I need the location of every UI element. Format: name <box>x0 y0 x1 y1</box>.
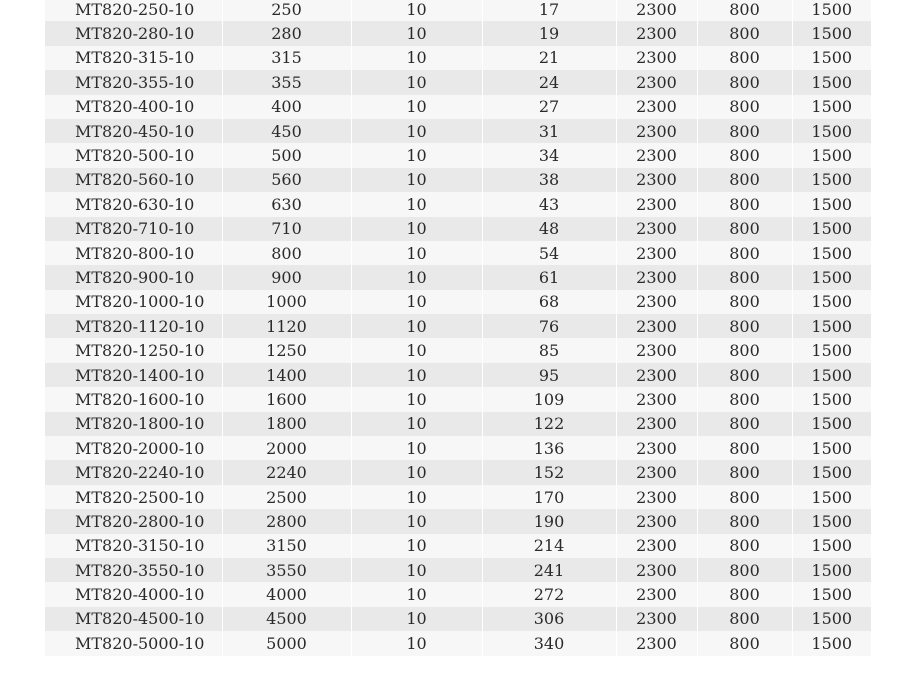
value-cell-2: 2240 <box>222 460 351 484</box>
value-cell-3: 10 <box>351 143 482 167</box>
model-cell: MT820-4500-10 <box>45 607 222 631</box>
value-cell-3: 10 <box>351 387 482 411</box>
value-cell-5: 2300 <box>616 46 697 70</box>
value-cell-7: 1500 <box>792 314 871 338</box>
value-cell-4: 136 <box>482 436 616 460</box>
value-cell-7: 1500 <box>792 143 871 167</box>
value-cell-2: 5000 <box>222 631 351 655</box>
spec-table-container <box>45 0 871 656</box>
model-cell: MT820-800-10 <box>45 241 222 265</box>
value-cell-5: 2300 <box>616 70 697 94</box>
value-cell-3: 10 <box>351 436 482 460</box>
value-cell-6: 800 <box>697 46 792 70</box>
value-cell-7: 1500 <box>792 119 871 143</box>
value-cell-2: 3150 <box>222 534 351 558</box>
value-cell-6: 800 <box>697 314 792 338</box>
value-cell-4: 214 <box>482 534 616 558</box>
value-cell-7: 1500 <box>792 460 871 484</box>
table-row <box>45 241 871 265</box>
value-cell-4: 109 <box>482 387 616 411</box>
value-cell-5: 2300 <box>616 558 697 582</box>
value-cell-2: 710 <box>222 217 351 241</box>
value-cell-5: 2300 <box>616 168 697 192</box>
value-cell-3: 10 <box>351 168 482 192</box>
value-cell-3: 10 <box>351 412 482 436</box>
value-cell-7: 1500 <box>792 631 871 655</box>
value-cell-6: 800 <box>697 460 792 484</box>
value-cell-6: 800 <box>697 485 792 509</box>
model-cell: MT820-710-10 <box>45 217 222 241</box>
table-row <box>45 46 871 70</box>
value-cell-2: 1400 <box>222 363 351 387</box>
value-cell-4: 43 <box>482 192 616 216</box>
value-cell-6: 800 <box>697 21 792 45</box>
value-cell-4: 17 <box>482 0 616 21</box>
model-cell: MT820-500-10 <box>45 143 222 167</box>
value-cell-7: 1500 <box>792 217 871 241</box>
value-cell-7: 1500 <box>792 95 871 119</box>
value-cell-6: 800 <box>697 558 792 582</box>
model-cell: MT820-3150-10 <box>45 534 222 558</box>
value-cell-3: 10 <box>351 290 482 314</box>
value-cell-2: 4000 <box>222 582 351 606</box>
table-row <box>45 0 871 21</box>
table-row <box>45 582 871 606</box>
model-cell: MT820-2000-10 <box>45 436 222 460</box>
value-cell-4: 31 <box>482 119 616 143</box>
table-row <box>45 363 871 387</box>
value-cell-5: 2300 <box>616 192 697 216</box>
value-cell-3: 10 <box>351 70 482 94</box>
value-cell-7: 1500 <box>792 582 871 606</box>
value-cell-6: 800 <box>697 363 792 387</box>
value-cell-6: 800 <box>697 217 792 241</box>
model-cell: MT820-3550-10 <box>45 558 222 582</box>
model-cell: MT820-1120-10 <box>45 314 222 338</box>
value-cell-2: 355 <box>222 70 351 94</box>
value-cell-6: 800 <box>697 265 792 289</box>
value-cell-6: 800 <box>697 143 792 167</box>
model-cell: MT820-450-10 <box>45 119 222 143</box>
spec-table-body <box>45 0 871 656</box>
value-cell-5: 2300 <box>616 290 697 314</box>
value-cell-7: 1500 <box>792 485 871 509</box>
value-cell-5: 2300 <box>616 119 697 143</box>
value-cell-4: 122 <box>482 412 616 436</box>
value-cell-2: 250 <box>222 0 351 21</box>
value-cell-5: 2300 <box>616 460 697 484</box>
value-cell-7: 1500 <box>792 192 871 216</box>
value-cell-4: 61 <box>482 265 616 289</box>
value-cell-3: 10 <box>351 192 482 216</box>
model-cell: MT820-1250-10 <box>45 338 222 362</box>
model-cell: MT820-1800-10 <box>45 412 222 436</box>
table-row <box>45 314 871 338</box>
value-cell-7: 1500 <box>792 338 871 362</box>
value-cell-2: 2800 <box>222 509 351 533</box>
value-cell-3: 10 <box>351 0 482 21</box>
value-cell-5: 2300 <box>616 338 697 362</box>
value-cell-7: 1500 <box>792 534 871 558</box>
model-cell: MT820-1400-10 <box>45 363 222 387</box>
model-cell: MT820-630-10 <box>45 192 222 216</box>
value-cell-5: 2300 <box>616 314 697 338</box>
value-cell-4: 27 <box>482 95 616 119</box>
value-cell-6: 800 <box>697 412 792 436</box>
value-cell-4: 38 <box>482 168 616 192</box>
value-cell-2: 500 <box>222 143 351 167</box>
value-cell-3: 10 <box>351 631 482 655</box>
value-cell-5: 2300 <box>616 387 697 411</box>
value-cell-2: 630 <box>222 192 351 216</box>
value-cell-4: 54 <box>482 241 616 265</box>
value-cell-2: 1120 <box>222 314 351 338</box>
table-row <box>45 607 871 631</box>
value-cell-5: 2300 <box>616 265 697 289</box>
value-cell-3: 10 <box>351 95 482 119</box>
model-cell: MT820-2240-10 <box>45 460 222 484</box>
value-cell-3: 10 <box>351 607 482 631</box>
value-cell-7: 1500 <box>792 168 871 192</box>
model-cell: MT820-250-10 <box>45 0 222 21</box>
value-cell-6: 800 <box>697 290 792 314</box>
value-cell-4: 190 <box>482 509 616 533</box>
value-cell-2: 1600 <box>222 387 351 411</box>
value-cell-2: 1800 <box>222 412 351 436</box>
value-cell-6: 800 <box>697 607 792 631</box>
table-row <box>45 534 871 558</box>
model-cell: MT820-355-10 <box>45 70 222 94</box>
value-cell-3: 10 <box>351 485 482 509</box>
value-cell-6: 800 <box>697 534 792 558</box>
value-cell-7: 1500 <box>792 241 871 265</box>
value-cell-4: 152 <box>482 460 616 484</box>
value-cell-7: 1500 <box>792 265 871 289</box>
value-cell-4: 24 <box>482 70 616 94</box>
value-cell-6: 800 <box>697 338 792 362</box>
value-cell-6: 800 <box>697 119 792 143</box>
value-cell-5: 2300 <box>616 21 697 45</box>
model-cell: MT820-2800-10 <box>45 509 222 533</box>
value-cell-4: 21 <box>482 46 616 70</box>
value-cell-7: 1500 <box>792 387 871 411</box>
table-row <box>45 387 871 411</box>
value-cell-3: 10 <box>351 363 482 387</box>
value-cell-3: 10 <box>351 314 482 338</box>
value-cell-6: 800 <box>697 631 792 655</box>
value-cell-3: 10 <box>351 217 482 241</box>
value-cell-4: 340 <box>482 631 616 655</box>
model-cell: MT820-2500-10 <box>45 485 222 509</box>
value-cell-4: 170 <box>482 485 616 509</box>
model-cell: MT820-400-10 <box>45 95 222 119</box>
value-cell-6: 800 <box>697 436 792 460</box>
value-cell-2: 450 <box>222 119 351 143</box>
value-cell-5: 2300 <box>616 143 697 167</box>
table-row <box>45 217 871 241</box>
table-row <box>45 70 871 94</box>
table-row <box>45 143 871 167</box>
value-cell-4: 68 <box>482 290 616 314</box>
value-cell-2: 900 <box>222 265 351 289</box>
value-cell-5: 2300 <box>616 363 697 387</box>
value-cell-6: 800 <box>697 168 792 192</box>
value-cell-3: 10 <box>351 460 482 484</box>
value-cell-4: 85 <box>482 338 616 362</box>
value-cell-3: 10 <box>351 46 482 70</box>
value-cell-2: 1250 <box>222 338 351 362</box>
table-row <box>45 436 871 460</box>
model-cell: MT820-560-10 <box>45 168 222 192</box>
model-cell: MT820-900-10 <box>45 265 222 289</box>
value-cell-5: 2300 <box>616 582 697 606</box>
table-row <box>45 558 871 582</box>
table-row <box>45 265 871 289</box>
value-cell-6: 800 <box>697 387 792 411</box>
value-cell-5: 2300 <box>616 436 697 460</box>
value-cell-7: 1500 <box>792 558 871 582</box>
value-cell-3: 10 <box>351 265 482 289</box>
model-cell: MT820-315-10 <box>45 46 222 70</box>
table-row <box>45 485 871 509</box>
table-row <box>45 338 871 362</box>
value-cell-5: 2300 <box>616 631 697 655</box>
value-cell-7: 1500 <box>792 70 871 94</box>
value-cell-4: 34 <box>482 143 616 167</box>
value-cell-3: 10 <box>351 558 482 582</box>
value-cell-4: 306 <box>482 607 616 631</box>
value-cell-6: 800 <box>697 241 792 265</box>
value-cell-4: 48 <box>482 217 616 241</box>
value-cell-4: 241 <box>482 558 616 582</box>
value-cell-7: 1500 <box>792 436 871 460</box>
spec-table <box>45 0 871 656</box>
value-cell-5: 2300 <box>616 534 697 558</box>
value-cell-7: 1500 <box>792 509 871 533</box>
model-cell: MT820-1000-10 <box>45 290 222 314</box>
value-cell-5: 2300 <box>616 509 697 533</box>
value-cell-2: 4500 <box>222 607 351 631</box>
value-cell-5: 2300 <box>616 95 697 119</box>
value-cell-2: 315 <box>222 46 351 70</box>
value-cell-6: 800 <box>697 70 792 94</box>
value-cell-4: 76 <box>482 314 616 338</box>
table-row <box>45 168 871 192</box>
value-cell-7: 1500 <box>792 0 871 21</box>
value-cell-2: 280 <box>222 21 351 45</box>
value-cell-7: 1500 <box>792 363 871 387</box>
value-cell-3: 10 <box>351 582 482 606</box>
value-cell-2: 400 <box>222 95 351 119</box>
table-row <box>45 192 871 216</box>
value-cell-6: 800 <box>697 95 792 119</box>
table-row <box>45 460 871 484</box>
table-row <box>45 119 871 143</box>
value-cell-3: 10 <box>351 338 482 362</box>
model-cell: MT820-4000-10 <box>45 582 222 606</box>
value-cell-2: 2000 <box>222 436 351 460</box>
table-row <box>45 21 871 45</box>
value-cell-3: 10 <box>351 509 482 533</box>
value-cell-5: 2300 <box>616 217 697 241</box>
value-cell-5: 2300 <box>616 241 697 265</box>
value-cell-7: 1500 <box>792 46 871 70</box>
value-cell-7: 1500 <box>792 412 871 436</box>
value-cell-7: 1500 <box>792 607 871 631</box>
value-cell-6: 800 <box>697 582 792 606</box>
table-row <box>45 509 871 533</box>
value-cell-2: 800 <box>222 241 351 265</box>
value-cell-3: 10 <box>351 21 482 45</box>
value-cell-3: 10 <box>351 119 482 143</box>
table-row <box>45 631 871 655</box>
model-cell: MT820-1600-10 <box>45 387 222 411</box>
value-cell-5: 2300 <box>616 485 697 509</box>
table-row <box>45 290 871 314</box>
value-cell-3: 10 <box>351 534 482 558</box>
value-cell-5: 2300 <box>616 412 697 436</box>
value-cell-5: 2300 <box>616 607 697 631</box>
table-row <box>45 95 871 119</box>
value-cell-2: 560 <box>222 168 351 192</box>
value-cell-6: 800 <box>697 192 792 216</box>
value-cell-6: 800 <box>697 509 792 533</box>
value-cell-2: 3550 <box>222 558 351 582</box>
value-cell-4: 95 <box>482 363 616 387</box>
value-cell-5: 2300 <box>616 0 697 21</box>
value-cell-6: 800 <box>697 0 792 21</box>
model-cell: MT820-280-10 <box>45 21 222 45</box>
value-cell-4: 272 <box>482 582 616 606</box>
value-cell-4: 19 <box>482 21 616 45</box>
model-cell: MT820-5000-10 <box>45 631 222 655</box>
value-cell-7: 1500 <box>792 21 871 45</box>
value-cell-7: 1500 <box>792 290 871 314</box>
table-row <box>45 412 871 436</box>
value-cell-2: 2500 <box>222 485 351 509</box>
value-cell-2: 1000 <box>222 290 351 314</box>
value-cell-3: 10 <box>351 241 482 265</box>
